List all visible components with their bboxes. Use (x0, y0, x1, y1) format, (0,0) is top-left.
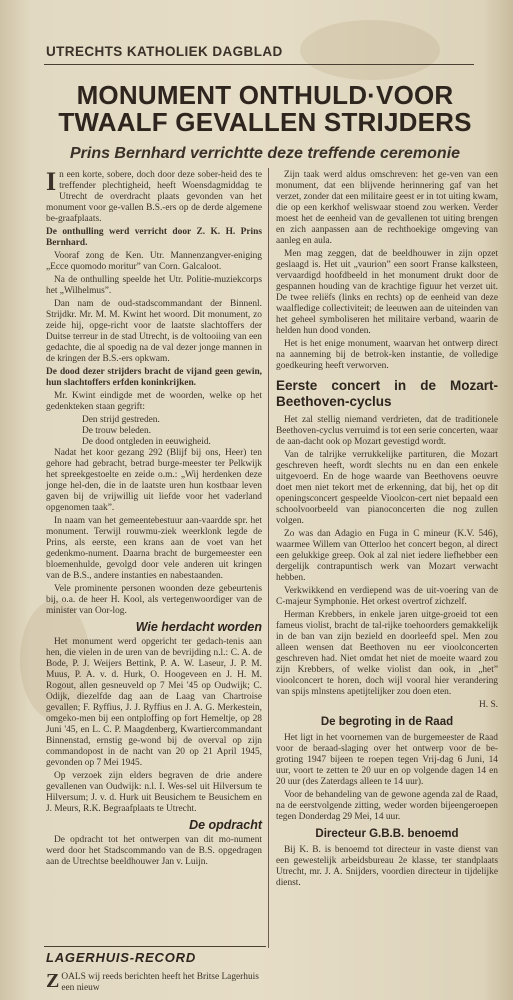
verse-line: De dood ontgleden in eeuwigheid. (82, 437, 211, 447)
lagerhuis-heading: LAGERHUIS-RECORD (46, 950, 197, 965)
paragraph: Zijn taak werd aldus omschreven: het ge-ven van een monument, dat een blijvende herinnering gaf van het verzet, zonder dat een militaire geest er in tot uiting kwam, die op een kerkhof weliswaar stoend zou werken. Verder moest het de eenheid van de gevallenen tot uiting brengen en zich aanpassen aan de rechthoekige omgeving van aanleg en aula. (276, 170, 498, 246)
verse-line: De trouw beleden. (82, 426, 151, 436)
section-heading: Wie herdacht worden (135, 620, 262, 634)
paragraph: Het is het enige monument, waarvan het ontwerp direct na aanneming bij de betrok-ken instantie, de volledige goedkeuring heeft verworven. (276, 339, 498, 371)
paragraph: Nadat het koor gezang 292 (Blijf bij ons, Heer) ten gehore had gebracht, betrad burge-meester ter Pelkwijk het spreekgestoelte en zeide o.m.: „Wij herdenken deze jonge hel-den, die in de laatste uren hun kostbaar leven gaven bij de vrijwillig uit liefde voor het vaderland opgenomen taak”. (46, 448, 262, 513)
drop-cap: I (46, 167, 57, 196)
paragraph: Men mag zeggen, dat de beeldhouwer in zijn opzet geslaagd is. Het uit „vaurion” een soort Franse kalksteen, vervaardigd hoofdbeeld in het monument drukt door de gespannen houding van de krachtige figuur het verzet uit. De twee reliëfs (links en rechts) op de eenheid van deze waalfledige collectiviteit; de leeuwen aan de uiteinden van het geheel symboliseren het militaire verband, waarin de helden hun dood vonden. (276, 249, 498, 336)
paragraph: Het zal stellig niemand verdrieten, dat de traditionele Beethoven-cyclus verruimd is tot een serie concerten, waar de aan-dacht ook op Mozart gevestigd wordt. (276, 415, 498, 447)
headline: MONUMENT ONTHULD·VOOR TWAALF GEVALLEN STRIJDERS (58, 80, 472, 137)
masthead-rule (44, 64, 474, 65)
paragraph: Zo was dan Adagio en Fuga in C mineur (K.V. 546), waarmee Willem van Otterloo het concert begon, al direct een gelukkige greep. Ook al zal niet iedere liefhebber een dergelijk contrapuntisch werk van Mozart verwacht hebben. (276, 529, 498, 583)
section-heading: De opdracht (189, 818, 262, 832)
bold-paragraph: De dood dezer strijders bracht de vijand geen gewin, hun slachtoffers erfden koninkrijken. (46, 367, 262, 388)
paragraph: Van de talrijke verrukkelijke partituren, die Mozart geschreven heeft, wordt slechts nu en dan een enkele uitgevoerd. En de hoge waarde van Beethovens oeuvre doet men niet tekort met de erkenning, dat bij, het op dit openingsconcert gespeelde Vioolcon-cert niet bepaald een schoolvoorbeeld van pianoconcerten die nog zullen volgen. (276, 450, 498, 526)
masthead: UTRECHTS KATHOLIEK DAGBLAD (46, 44, 283, 59)
left-column (46, 167, 262, 870)
paragraph: Herman Krebbers, in enkele jaren uitge-groeid tot een fameus violist, bracht de tal-rijke toehoorders gemakkelijk in de ban van zijn bezield en doorleefd spel. Men zou alleen wensen dat Beethoven nu eer vioolconcerten geschreven had. Niet omdat het niet de moeite waard zou zijn Krebbers, of welke violist dan ook, in „het” vioolconcert te horen, doch wijl vooral hier verandering van spijs mlnstens apetijtelijker zou doen eten. (276, 610, 498, 697)
paragraph: Vele prominente personen woonden deze gebeurtenis bij, o.a. de heer H. Kool, als vertegenwoordiger van de minister van Oor-log. (46, 584, 262, 616)
paragraph: Het ligt in het voornemen van de burgemeester de Raad voor de beraad-slaging over het ontwerp voor de be-groting 1947 bijeen te roepen tegen Vrij-dag 6 Juni, 14 uur, voort te zetten te 20 uur en op volgende dagen 14 en 20 uur (des Zaterdags alleen te 14 uur). (276, 733, 498, 787)
paragraph: Bij K. B. is benoemd tot directeur in vaste dienst van een gewestelijk arbeidsbureau 2e klasse, ter standplaats Utrecht, mr. J. A. Snijders, voordien directeur in tijdelijke dienst. (276, 845, 498, 888)
author-initials: H. S. (478, 700, 498, 710)
subhead: Prins Bernhard verrichtte deze treffende ceremonie (69, 145, 461, 162)
paragraph: De opdracht tot het ontwerpen van dit mo-nument werd door het Stadscommando van de B.S. opgedragen aan de Utrechtse beeldhouwer Jan v. Luijn. (46, 835, 262, 867)
column-divider (268, 168, 269, 948)
intro-paragraph: In een korte, sobere, doch door deze sober-heid des te treffender plechtigheid, heeft Woensdagmiddag te Utrecht de overdracht plaats gevonden van het monument voor ge-vallen B.S.-ers op de derde algemene be-graafplaats. (46, 167, 262, 224)
right-column (276, 170, 498, 891)
drop-cap: Z (46, 970, 60, 992)
paragraph: Op verzoek zijn elders begraven de drie andere gevallenen van Oudwijk: n.l. I. Wes-sel uit Hilversum te Hilversum; J. v. d. Hurk uit Beusichem te Beusichem en J. Meurs, R.K. Begraafplaats te Utrecht. (46, 771, 262, 814)
section-heading: Eerste concert in de Mozart-Beethoven-cyclus (276, 378, 498, 409)
section-rule (44, 946, 266, 947)
lagerhuis-text: ZOALS wij reeds berichten heeft het Britse Lagerhuis een nieuw (46, 970, 259, 993)
paragraph: Het monument werd opgericht ter gedach-tenis aan hen, die vielen in de uren van de bevrijding n.l.: C. A. de Bode, P. J. Weijers Bettink, P. A. W. Laseur, J. P. M. Muus, P. A. v. d. Hurk, O. Hoogeveen en J. H. M. Rogout, allen gesneuveld op 7 Mei '45 op Oudwijk; C. Odijk, diezelfde dag aan de Laag van Chartroise gevallen; F. Ryffius, J. J. Ryffius en J. A. G. Merkestein, omgeko-men bij een ontploffing op fort Hemeltje, op 28 Juni '45, en L. C. P. Maagdenberg, Kwartiercommandant Binnenstad, ernstig ge-wond bij de overval op zijn commandopost in de nacht van 20 op 21 April 1945, gevonden op 7 Mei 1945. (46, 637, 262, 768)
section-heading: De begroting in de Raad (320, 716, 454, 728)
paragraph: Verkwikkend en verdiepend was de uit-voering van de C-majeur Symphonie. Het orkest overtrof zichzelf. (276, 586, 498, 607)
intro-bold-paragraph: De onthulling werd verricht door Z. K. H. Prins Bernhard. (46, 227, 262, 248)
paragraph: In naam van het gemeentebestuur aan-vaardde spr. het monument. Terwijl rouwmu-ziek weerklonk legde de Prins, als eerste, een krans aan de voet van het gedenkmo-nument. Daarna bracht de burgemeester een bloemenhulde, gevolgd door vele anderen uit kringen van de B.S., andere instanties en nabestaanden. (46, 516, 262, 581)
paragraph: Voor de behandeling van de gewone agenda zal de Raad, na de eerstvolgende zitting, weder worden bijeengeroepen tegen Donderdag 29 Mei, 14 uur. (276, 790, 498, 822)
paragraph: Mr. Kwint eindigde met de woorden, welke op het gedenkteken staan gegrift: (46, 391, 262, 412)
paragraph: Dan nam de oud-stadscommandant der Binnenl. Strijdkr. Mr. M. M. Kwint het woord. Dit monument, zo zeide hij, opge-richt voor de laatste slachtoffers der Duitse terreur in de stad Utrecht, is de voltooiing van een gedachte, die al spoedig na de val dezer jonge mannen in de kringen der B.S.-ers opkwam. (46, 299, 262, 364)
verse-line: Den strijd gestreden. (82, 415, 160, 425)
paragraph: Na de onthulling speelde het Utr. Politie-muziekcorps het „Wilhelmus”. (46, 275, 262, 296)
section-heading: Directeur G.B.B. benoemd (315, 828, 459, 840)
paragraph: Vooraf zong de Ken. Utr. Mannenzangver-eniging „Ecce quomodo moritur” van Corn. Galcaloot. (46, 251, 262, 272)
